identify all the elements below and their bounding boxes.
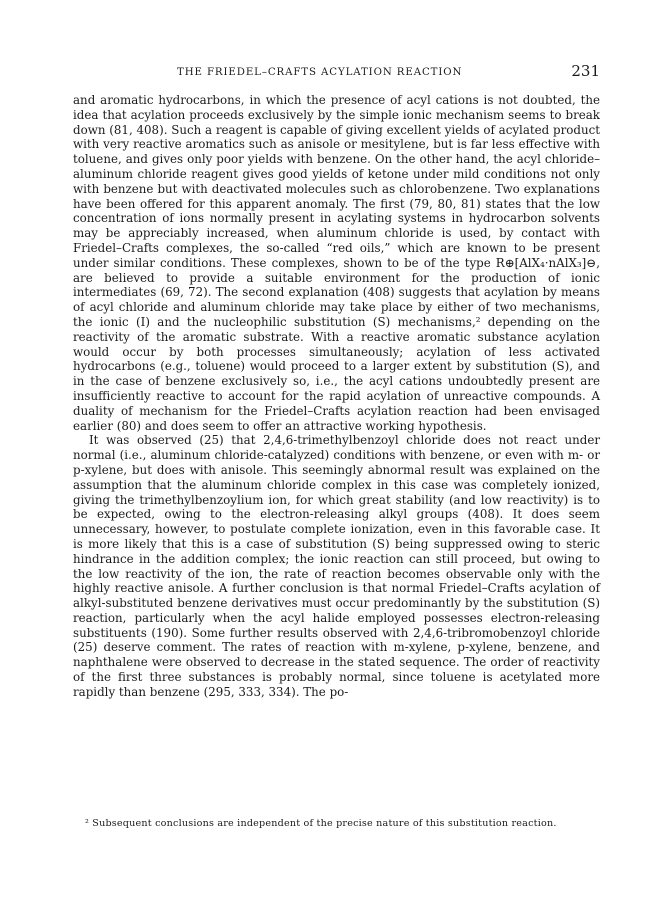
running-title: THE FRIEDEL–CRAFTS ACYLATION REACTION: [177, 67, 463, 78]
body-text: [73, 93, 600, 700]
footnote: ² Subsequent conclusions are independent of the precise nature of this substitution reaction.: [85, 818, 557, 829]
paragraph-2: It was observed (25) that 2,4,6-trimethylbenzoyl chloride does not react under normal (i.e., aluminum chloride-catalyzed) conditions with benzene, or even with m- or p-xylene, but does with anisole. This seemingly abnormal result was explained on the assumption that the aluminum chloride complex in this case was completely ionized, giving the trimethylbenzoylium ion, for which great stability (and low reactivity) is to be expected, owing to the electron-releasing alkyl groups (408). It does seem unnecessary, however, to postulate complete ionization, even in this favorable case. It is more likely that this is a case of substitution (S) being suppressed owing to steric hindrance in the addition complex; the ionic reaction can still proceed, but owing to the low reactivity of the ion, the rate of reaction becomes observable only with the highly reactive anisole. A further conclusion is that normal Friedel–Crafts acylation of alkyl-substituted benzene derivatives must occur predominantly by the substitution (S) reaction, particularly when the acyl halide employed possesses electron-releasing substituents (190). Some further results observed with 2,4,6-tribromobenzoyl chloride (25) deserve comment. The rates of reaction with m-xylene, p-xylene, benzene, and naphthalene were observed to decrease in the stated sequence. The order of reactivity of the first three substances is probably normal, since toluene is acetylated more rapidly than benzene (295, 333, 334). The po-: [73, 433, 600, 699]
page-number: 231: [571, 62, 600, 80]
paragraph-1: and aromatic hydrocarbons, in which the presence of acyl cations is not doubted, the idea that acylation proceeds exclusively by the simple ionic mechanism seems to break down (81, 408). Such a reagent is capable of giving excellent yields of acylated product with very reactive aromatics such as anisole or mesitylene, but is far less effective with toluene, and gives only poor yields with benzene. On the other hand, the acyl chloride–aluminum chloride reagent gives good yields of ketone under mild conditions not only with benzene but with deactivated molecules such as chlorobenzene. Two explanations have been offered for this apparent anomaly. The first (79, 80, 81) states that the low concentration of ions normally present in acylating systems in hydrocarbon solvents may be appreciably increased, when aluminum chloride is used, by contact with Friedel–Crafts complexes, the so-called “red oils,” which are known to be present under similar conditions. These complexes, shown to be of the type R⊕[AlX₄·nAlX₃]⊖, are believed to provide a suitable environment for the production of ionic intermediates (69, 72). The second explanation (408) suggests that acylation by means of acyl chloride and aluminum chloride may take place by either of two mechanisms, the ionic (I) and the nucleophilic substitution (S) mechanisms,² depending on the reactivity of the aromatic substrate. With a reactive aromatic substance acylation would occur by both processes simultaneously; acylation of less activated hydrocarbons (e.g., toluene) would proceed to a larger extent by substitution (S), and in the case of benzene exclusively so, i.e., the acyl cations undoubtedly present are insufficiently reactive to account for the rapid acylation of unreactive compounds. A duality of mechanism for the Friedel–Crafts acylation reaction had been envisaged earlier (80) and does seem to offer an attractive working hypothesis.: [73, 93, 600, 433]
page-header: [73, 62, 600, 86]
